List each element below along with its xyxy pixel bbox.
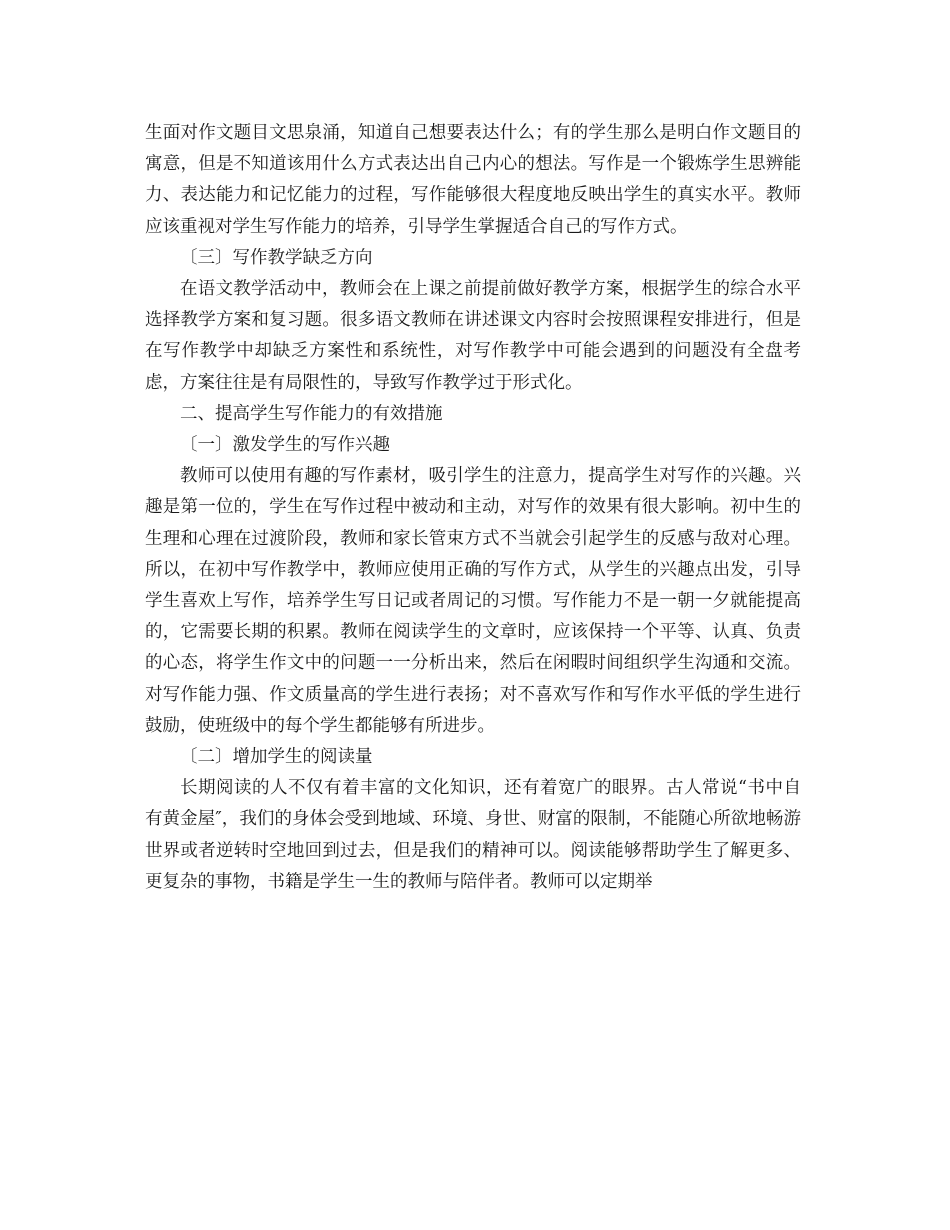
body-paragraph: 在语文教学活动中，教师会在上课之前提前做好教学方案，根据学生的综合水平选择教学方案和复习题。很多语文教师在讲述课文内容时会按照课程安排进行，但是在写作教学中却缺乏方案性和系统性，对写作教学中可能会遇到的问题没有全盘考虑，方案往往是有局限性的，导致写作教学过于形式化。 [145, 279, 801, 393]
body-paragraph: 教师可以使用有趣的写作素材，吸引学生的注意力，提高学生对写作的兴趣。兴趣是第一位的，学生在写作过程中被动和主动，对写作的效果有很大影响。初中生的生理和心理在过渡阶段，教师和家长管束方式不当就会引起学生的反感与敌对心理。所以，在初中写作教学中，教师应使用正确的写作方式，从学生的兴趣点出发，引导学生喜欢上写作，培养学生写日记或者周记的习惯。写作能力不是一朝一夕就能提高的，它需要长期的积累。教师在阅读学生的文章时，应该保持一个平等、认真、负责的心态，将学生作文中的问题一一分析出来，然后在闲暇时间组织学生沟通和交流。对写作能力强、作文质量高的学生进行表扬；对不喜欢写作和写作水平低的学生进行鼓励，使班级中的每个学生都能够有所进步。 [145, 466, 801, 736]
section-heading-1: 〔一〕激发学生的写作兴趣 [180, 435, 390, 456]
body-paragraph: 长期阅读的人不仅有着丰富的文化知识，还有着宽广的眼界。古人常说“书中自有黄金屋″，我们的身体会受到地域、环境、身世、财富的限制，不能随心所欲地畅游世界或者逆转时空地回到过去，但是我们的精神可以。阅读能够帮助学生了解更多、更复杂的事物，书籍是学生一生的教师与陪伴者。教师可以定期举 [145, 778, 801, 892]
body-paragraph-continued: 生面对作文题目文思泉涌，知道自己想要表达什么；有的学生那么是明白作文题目的寓意，但是不知道该用什么方式表达出自己内心的想法。写作是一个锻炼学生思辨能力、表达能力和记忆能力的过程，写作能够很大程度地反映出学生的真实水平。教师应该重视对学生写作能力的培养，引导学生掌握适合自己的写作方式。 [145, 123, 801, 237]
chapter-heading-2: 二、提高学生写作能力的有效措施 [180, 403, 443, 424]
section-heading-2: 〔二〕增加学生的阅读量 [180, 747, 373, 768]
section-heading-3: 〔三〕写作教学缺乏方向 [180, 247, 373, 268]
document-body [145, 118, 801, 898]
